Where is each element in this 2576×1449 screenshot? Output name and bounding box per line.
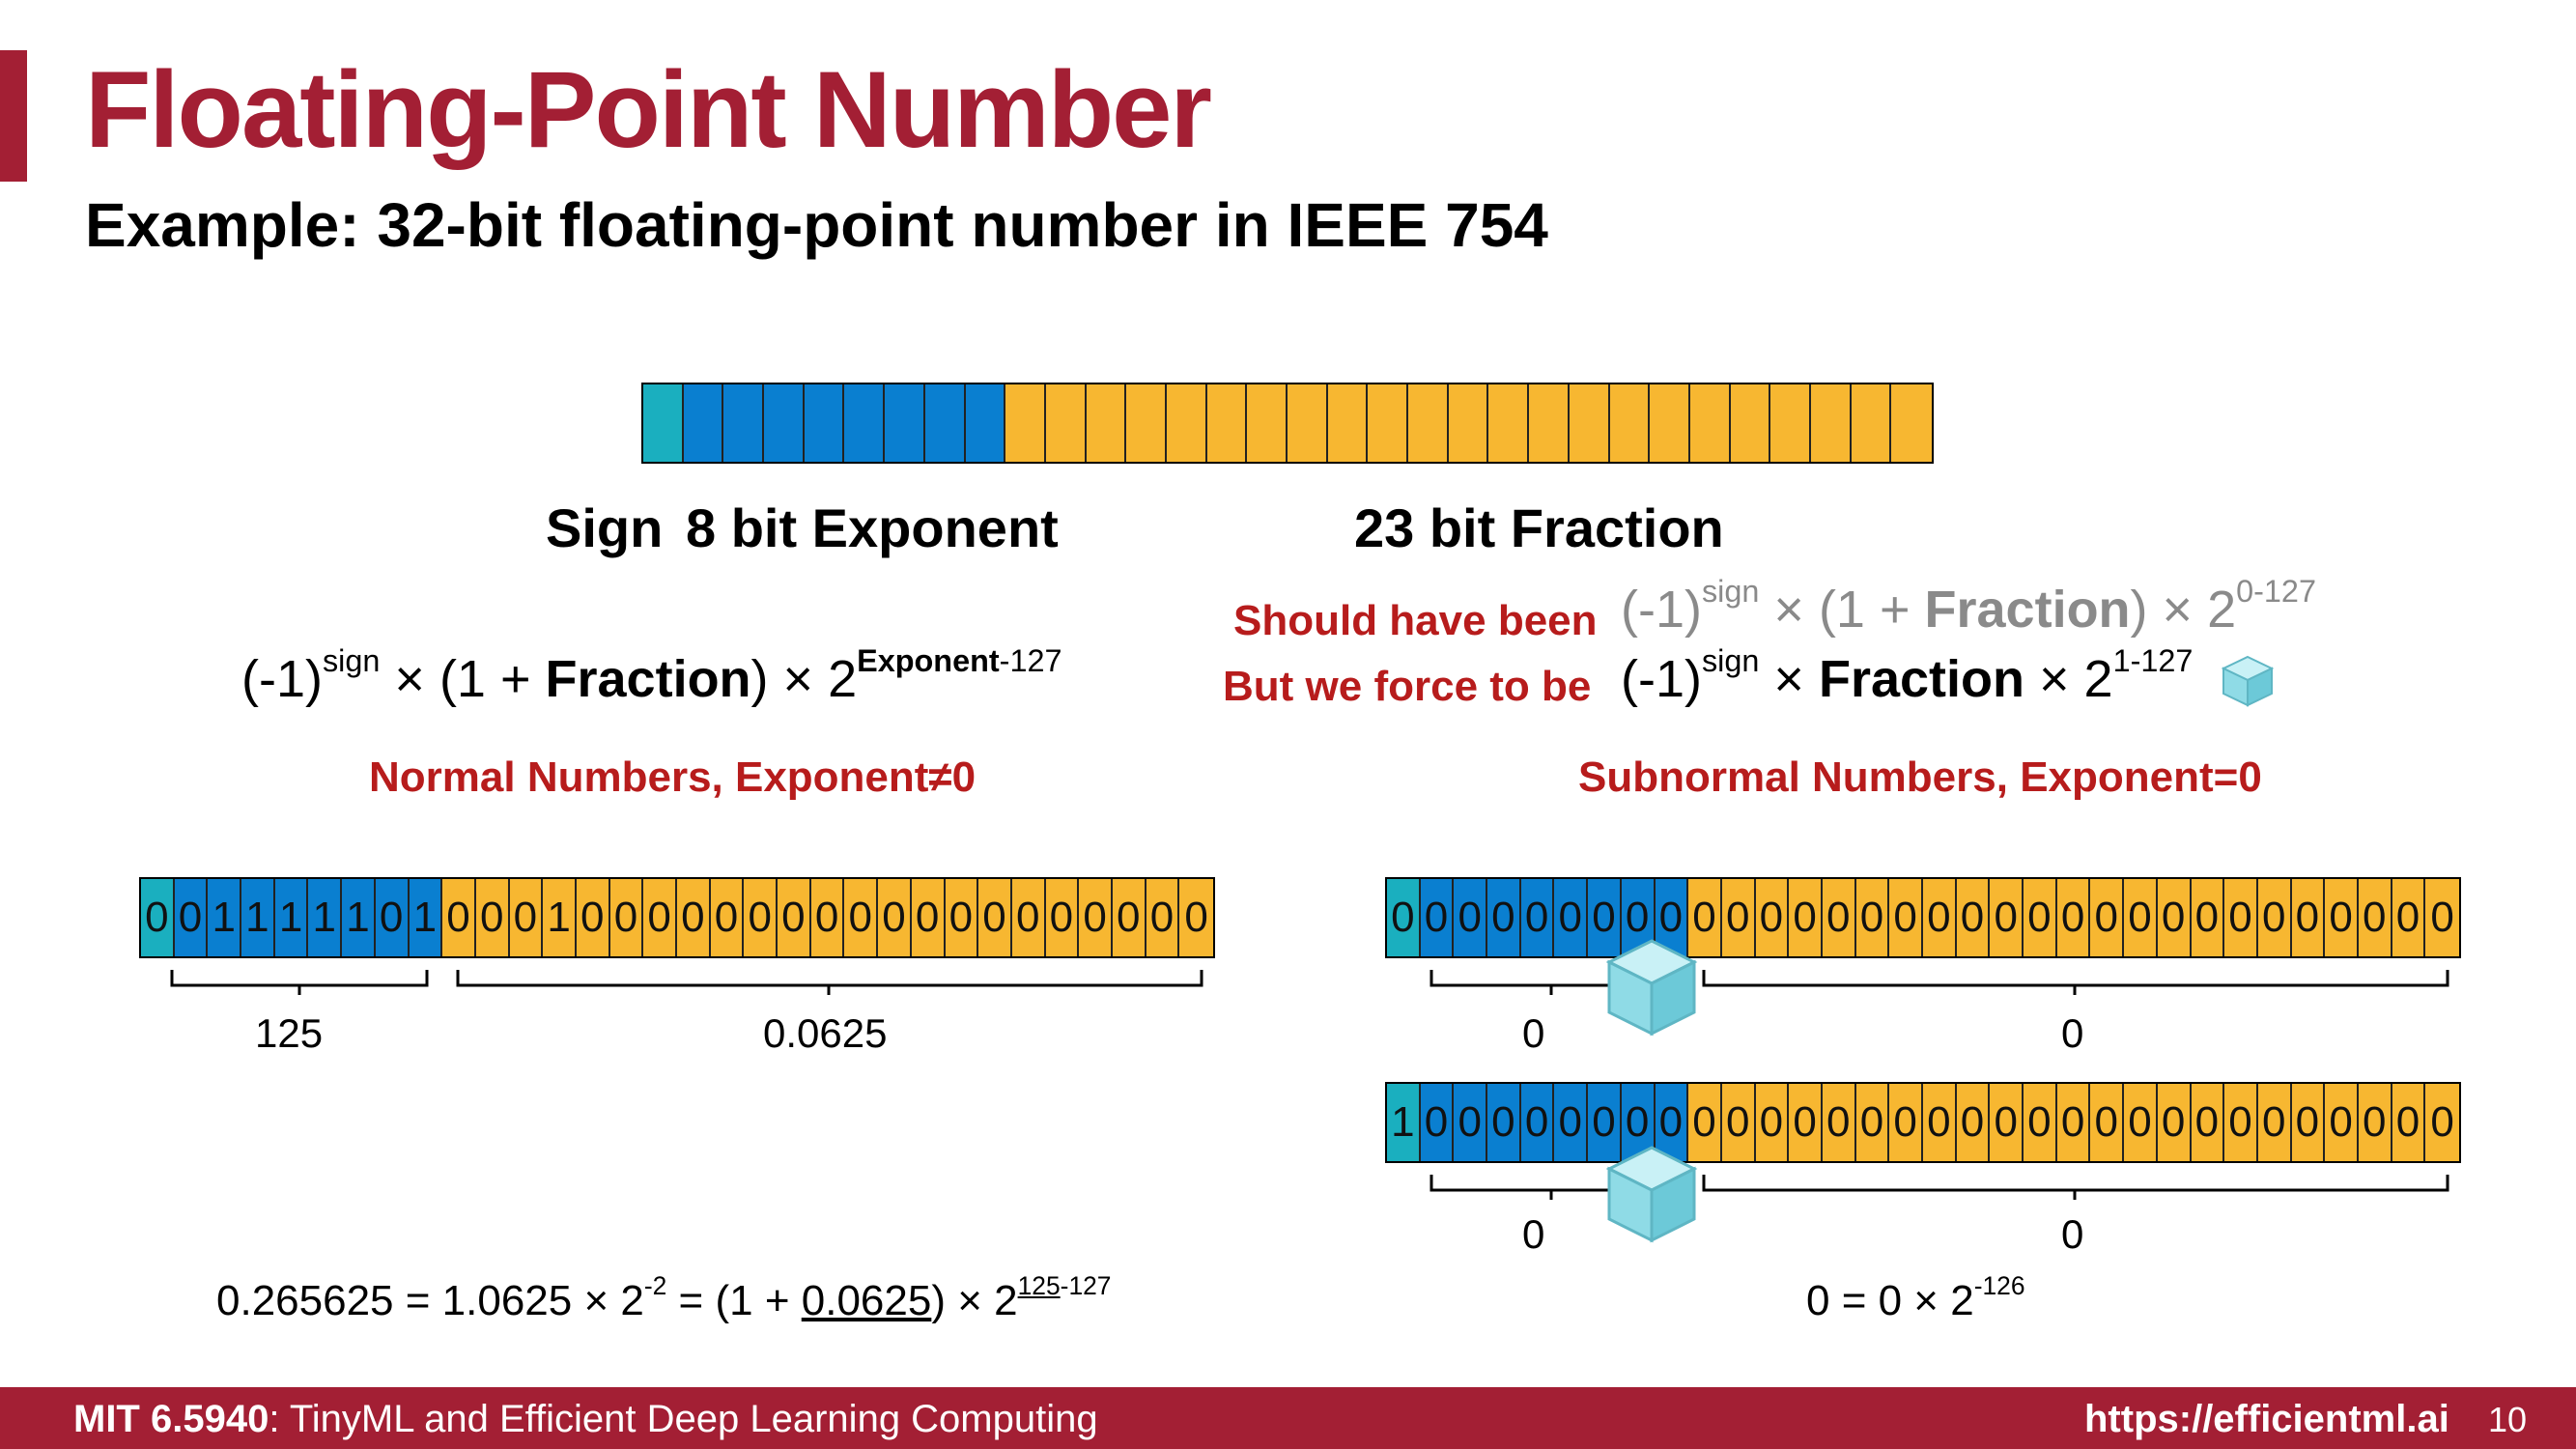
fraction-bit-cell bbox=[1449, 384, 1489, 462]
page-number: 10 bbox=[2488, 1400, 2528, 1439]
fraction-bit-cell: 0 bbox=[1923, 1084, 1957, 1161]
exponent-bit-cell: 1 bbox=[308, 879, 342, 956]
fraction-bit-cell: 0 bbox=[2325, 879, 2359, 956]
fraction-bit-cell: 0 bbox=[2292, 1084, 2326, 1161]
fraction-bit-cell: 0 bbox=[2224, 1084, 2258, 1161]
exponent-bit-cell: 0 bbox=[1487, 1084, 1521, 1161]
fraction-bit-cell: 0 bbox=[2124, 1084, 2158, 1161]
exponent-bit-cell bbox=[723, 384, 764, 462]
fraction-bit-cell: 0 bbox=[1179, 879, 1213, 956]
subnormal-row1-braces bbox=[1385, 958, 2467, 997]
fraction-bit-cell: 0 bbox=[2224, 879, 2258, 956]
exponent-bit-cell: 0 bbox=[1588, 879, 1622, 956]
fraction-bit-cell: 0 bbox=[442, 879, 476, 956]
fraction-bit-cell: 0 bbox=[1990, 879, 2024, 956]
fraction-bit-cell: 0 bbox=[1146, 879, 1180, 956]
fraction-bit-cell: 0 bbox=[946, 879, 979, 956]
exponent-bit-cell: 0 bbox=[1656, 879, 1689, 956]
exponent-bit-cell: 1 bbox=[342, 879, 376, 956]
subnormal-row2-fraction-value: 0 bbox=[2061, 1211, 2084, 1257]
should-have-been-formula: $(-1)^{sign} \times (1$ + Fraction) × $2^{0-127}$ bbox=[1621, 574, 2316, 639]
fraction-bit-cell: 0 bbox=[2124, 879, 2158, 956]
fraction-bit-cell bbox=[1207, 384, 1248, 462]
fraction-bit-cell: 0 bbox=[2359, 1084, 2392, 1161]
force-to-be-formula: $(-1)^{sign}$ × Fraction × $2^{1-127}$ bbox=[1621, 643, 2194, 708]
exponent-bit-cell: 0 bbox=[1656, 1084, 1689, 1161]
fraction-bit-cell: 0 bbox=[1722, 1084, 1756, 1161]
fraction-bit-cell: 1 bbox=[543, 879, 577, 956]
subnormal-row1-exponent-value: 0 bbox=[1522, 1010, 1545, 1056]
fraction-bit-cell: 0 bbox=[711, 879, 745, 956]
exponent-bit-cell: 0 bbox=[1622, 879, 1656, 956]
fraction-bit-cell: 0 bbox=[1789, 879, 1823, 956]
fraction-bit-cell bbox=[1570, 384, 1610, 462]
fraction-bit-cell bbox=[1126, 384, 1167, 462]
sign-field-label: Sign bbox=[546, 497, 664, 558]
fraction-bit-cell bbox=[1770, 384, 1811, 462]
fraction-bit-cell: 0 bbox=[1722, 879, 1756, 956]
subnormal-row2-braces bbox=[1385, 1163, 2467, 1202]
exponent-bit-cell: 0 bbox=[1554, 879, 1588, 956]
fraction-bit-cell: 0 bbox=[978, 879, 1012, 956]
subnormal-row1-fraction-value: 0 bbox=[2061, 1010, 2084, 1056]
fraction-bit-cell: 0 bbox=[2024, 879, 2057, 956]
exponent-bit-cell bbox=[805, 384, 845, 462]
fraction-bit-cell: 0 bbox=[2425, 1084, 2459, 1161]
subnormal-numbers-heading: Subnormal Numbers, Exponent=0 bbox=[1578, 753, 2262, 801]
exponent-bit-cell: 1 bbox=[208, 879, 241, 956]
exponent-bit-cell: 0 bbox=[1521, 879, 1555, 956]
fraction-bit-cell: 0 bbox=[1856, 1084, 1890, 1161]
exponent-bit-cell bbox=[925, 384, 966, 462]
exponent-bit-cell: 0 bbox=[1421, 1084, 1455, 1161]
fraction-bit-cell: 0 bbox=[811, 879, 845, 956]
sign-bit-cell bbox=[643, 384, 684, 462]
exponent-bit-cell: 0 bbox=[1622, 1084, 1656, 1161]
exponent-bit-cell: 0 bbox=[1588, 1084, 1622, 1161]
fraction-bit-cell: 0 bbox=[2158, 1084, 2192, 1161]
fraction-bit-cell: 0 bbox=[1756, 1084, 1790, 1161]
fraction-bit-cell: 0 bbox=[2057, 879, 2091, 956]
fraction-bit-cell: 0 bbox=[878, 879, 912, 956]
fraction-bit-cell: 0 bbox=[2359, 879, 2392, 956]
footer-url-link[interactable]: https://efficientml.ai bbox=[2084, 1398, 2449, 1440]
exponent-bit-cell: 0 bbox=[376, 879, 410, 956]
exponent-bit-cell: 1 bbox=[241, 879, 275, 956]
fraction-bit-cell: 0 bbox=[1957, 1084, 1991, 1161]
fraction-field-label: 23 bit Fraction bbox=[1354, 497, 1724, 558]
fraction-bit-cell: 0 bbox=[2292, 879, 2326, 956]
normal-fraction-value: 0.0625 bbox=[763, 1010, 888, 1056]
fraction-bit-cell: 0 bbox=[1756, 879, 1790, 956]
subnormal-bit-row-1 bbox=[1385, 877, 2461, 958]
fraction-bit-cell: 0 bbox=[1990, 1084, 2024, 1161]
normal-field-braces bbox=[139, 958, 1221, 997]
fraction-bit-cell: 0 bbox=[1856, 879, 1890, 956]
fraction-bit-cell: 0 bbox=[2392, 1084, 2426, 1161]
fraction-bit-cell: 0 bbox=[844, 879, 878, 956]
fraction-bit-cell: 0 bbox=[2057, 1084, 2091, 1161]
force-to-be-label: But we force to be bbox=[1223, 663, 1592, 710]
exponent-bit-cell: 0 bbox=[175, 879, 209, 956]
exponent-bit-cell: 0 bbox=[1421, 879, 1455, 956]
fraction-bit-cell bbox=[1488, 384, 1529, 462]
fraction-bit-cell bbox=[1167, 384, 1207, 462]
footer-course-title: MIT 6.5940: TinyML and Efficient Deep Learning Computing bbox=[73, 1398, 1098, 1440]
ice-cube-icon bbox=[1603, 1142, 1700, 1246]
fraction-bit-cell: 0 bbox=[1889, 1084, 1923, 1161]
fraction-bit-cell: 0 bbox=[778, 879, 811, 956]
fraction-bit-cell bbox=[1368, 384, 1408, 462]
exponent-bit-cell bbox=[684, 384, 724, 462]
fraction-bit-cell bbox=[1852, 384, 1892, 462]
fraction-bit-cell: 0 bbox=[1079, 879, 1113, 956]
ice-cube-icon bbox=[2220, 653, 2276, 709]
fraction-bit-cell: 0 bbox=[2392, 879, 2426, 956]
exponent-bit-cell: 1 bbox=[410, 879, 443, 956]
exponent-bit-cell: 0 bbox=[1521, 1084, 1555, 1161]
fraction-bit-cell: 0 bbox=[2024, 1084, 2057, 1161]
fraction-bit-cell: 0 bbox=[1046, 879, 1080, 956]
exponent-bit-cell: 0 bbox=[1554, 1084, 1588, 1161]
fraction-bit-cell bbox=[1891, 384, 1932, 462]
page-subtitle: Example: 32-bit floating-point number in IEEE 754 bbox=[85, 190, 1548, 260]
fraction-bit-cell bbox=[1408, 384, 1449, 462]
fraction-bit-cell: 0 bbox=[2325, 1084, 2359, 1161]
ice-cube-icon bbox=[1603, 935, 1700, 1039]
exponent-bit-cell bbox=[764, 384, 805, 462]
fraction-bit-cell bbox=[1005, 384, 1046, 462]
fraction-bit-cell bbox=[1731, 384, 1771, 462]
normal-formula: $(-1)^{sign} \times (1$ + Fraction) × $2^{Exponent-127}$ bbox=[241, 643, 1062, 708]
normal-example-equation: $0.265625 = 1.0625 \times 2^{-2} = (1 + 0.0625) \times 2^{125-127}$ bbox=[216, 1270, 1112, 1324]
fraction-bit-cell: 0 bbox=[1688, 1084, 1722, 1161]
subnormal-bit-row-2 bbox=[1385, 1082, 2461, 1163]
sign-bit-cell: 0 bbox=[141, 879, 175, 956]
normal-numbers-heading: Normal Numbers, Exponent≠0 bbox=[369, 753, 977, 801]
subnormal-example-equation: $0 = 0 \times 2^{-126}$ bbox=[1806, 1270, 2025, 1324]
fraction-bit-cell: 0 bbox=[2158, 879, 2192, 956]
fraction-bit-cell: 0 bbox=[2192, 879, 2225, 956]
fraction-bit-cell bbox=[1087, 384, 1127, 462]
exponent-bit-cell bbox=[966, 384, 1006, 462]
normal-exponent-value: 125 bbox=[255, 1010, 324, 1056]
page-title: Floating-Point Number bbox=[85, 49, 1211, 170]
fraction-bit-cell: 0 bbox=[2258, 1084, 2292, 1161]
fraction-bit-cell: 0 bbox=[744, 879, 778, 956]
fraction-bit-cell: 0 bbox=[643, 879, 677, 956]
exponent-field-label: 8 bit Exponent bbox=[686, 497, 1059, 558]
title-accent-bar bbox=[0, 50, 27, 182]
exponent-bit-cell: 1 bbox=[275, 879, 309, 956]
exponent-bit-cell: 0 bbox=[1487, 879, 1521, 956]
fraction-bit-cell: 0 bbox=[1823, 1084, 1856, 1161]
fraction-bit-cell: 0 bbox=[2090, 1084, 2124, 1161]
fraction-bit-cell bbox=[1247, 384, 1288, 462]
fraction-bit-cell: 0 bbox=[1789, 1084, 1823, 1161]
fraction-bit-cell: 0 bbox=[1113, 879, 1146, 956]
subnormal-row2-exponent-value: 0 bbox=[1522, 1211, 1545, 1257]
exponent-bit-cell: 0 bbox=[1454, 879, 1487, 956]
fraction-bit-cell: 0 bbox=[2425, 879, 2459, 956]
fraction-bit-cell: 0 bbox=[2090, 879, 2124, 956]
fraction-bit-cell: 0 bbox=[510, 879, 544, 956]
fraction-bit-cell: 0 bbox=[476, 879, 510, 956]
fraction-bit-cell: 0 bbox=[1688, 879, 1722, 956]
fraction-bit-cell bbox=[1811, 384, 1852, 462]
should-have-been-label: Should have been bbox=[1233, 597, 1598, 644]
fraction-bit-cell: 0 bbox=[912, 879, 946, 956]
fraction-bit-cell bbox=[1288, 384, 1328, 462]
fraction-bit-cell: 0 bbox=[2258, 879, 2292, 956]
normal-bit-row bbox=[139, 877, 1215, 958]
fraction-bit-cell: 0 bbox=[610, 879, 644, 956]
fraction-bit-cell: 0 bbox=[1957, 879, 1991, 956]
fraction-bit-cell: 0 bbox=[1923, 879, 1957, 956]
fraction-bit-cell bbox=[1610, 384, 1651, 462]
fraction-bit-cell: 0 bbox=[677, 879, 711, 956]
fraction-bit-cell: 0 bbox=[2192, 1084, 2225, 1161]
fraction-bit-cell bbox=[1690, 384, 1731, 462]
fraction-bit-cell: 0 bbox=[1823, 879, 1856, 956]
exponent-bit-cell bbox=[885, 384, 925, 462]
fraction-bit-cell bbox=[1046, 384, 1087, 462]
fraction-bit-cell bbox=[1328, 384, 1369, 462]
exponent-bit-cell bbox=[844, 384, 885, 462]
fraction-bit-cell: 0 bbox=[577, 879, 610, 956]
sign-bit-cell: 0 bbox=[1387, 879, 1421, 956]
ieee754-layout-bits bbox=[641, 383, 1934, 464]
exponent-bit-cell: 0 bbox=[1454, 1084, 1487, 1161]
fraction-bit-cell bbox=[1529, 384, 1570, 462]
fraction-bit-cell bbox=[1650, 384, 1690, 462]
fraction-bit-cell: 0 bbox=[1012, 879, 1046, 956]
fraction-bit-cell: 0 bbox=[1889, 879, 1923, 956]
sign-bit-cell: 1 bbox=[1387, 1084, 1421, 1161]
